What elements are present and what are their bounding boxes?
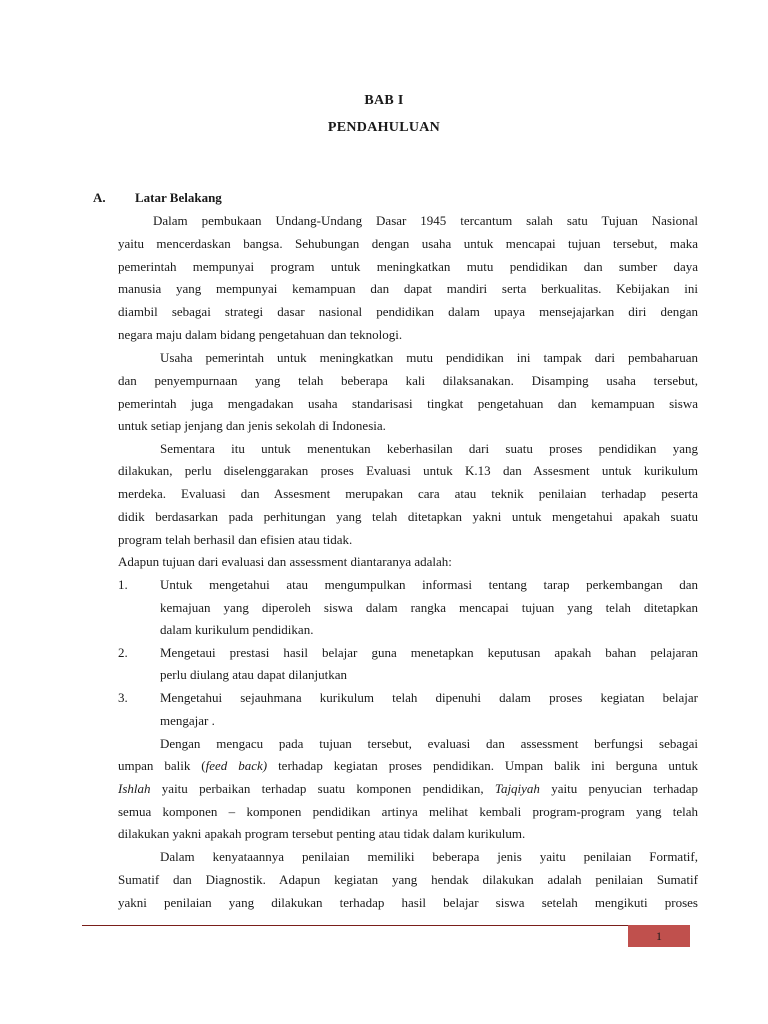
- para1-line: manusia yang mempunyai kemampuan dan dapat mandiri serta berkualitas. Kebijakan ini: [118, 281, 698, 296]
- list-item-number: 2.: [118, 645, 128, 660]
- list-item-line: mengajar .: [160, 713, 215, 728]
- chapter-heading: BAB I: [364, 93, 404, 108]
- para3-line: program telah berhasil dan efisien atau tidak.: [118, 532, 353, 547]
- para1-line: Dalam pembukaan Undang-Undang Dasar 1945 tercantum salah satu Tujuan Nasional: [153, 213, 698, 228]
- para2-line: Usaha pemerintah untuk meningkatkan mutu pendidikan ini tampak dari pembaharuan: [160, 350, 698, 365]
- para1-line: diambil sebagai strategi dasar nasional pendidikan dalam upaya mensejajarkan diri dengan: [118, 304, 698, 319]
- page-number-box: [628, 925, 690, 947]
- para4-line: dilakukan yakni apakah program tersebut penting atau tidak dalam kurikulum.: [118, 826, 526, 841]
- list-item-line: Untuk mengetahui atau mengumpulkan informasi tentang tarap perkembangan dan: [160, 577, 698, 592]
- section-title: Latar Belakang: [135, 190, 222, 205]
- para2-line: dan penyempurnaan yang telah beberapa kali dilaksanakan. Disamping usaha tersebut,: [118, 373, 698, 388]
- para3-line: dilakukan, perlu diselenggarakan proses Evaluasi untuk K.13 dan Assesment untuk kurikulum: [118, 463, 698, 478]
- list-item-line: Mengetahui sejauhmana kurikulum telah dipenuhi dalam proses kegiatan belajar: [160, 690, 698, 705]
- para5-line: Sumatif dan Diagnostik. Adapun kegiatan yang hendak dilakukan adalah penilaian Sumatif: [118, 872, 698, 887]
- list-item-line: perlu diulang atau dapat dilanjutkan: [160, 667, 347, 682]
- para5-line: Dalam kenyataannya penilaian memiliki beberapa jenis yaitu penilaian Formatif,: [160, 849, 698, 864]
- para1-line: yaitu mencerdaskan bangsa. Sehubungan dengan usaha untuk mencapai tujuan tersebut, maka: [118, 236, 698, 251]
- para1-line: negara maju dalam bidang pengetahuan dan teknologi.: [118, 327, 403, 342]
- section-number: A.: [93, 190, 106, 205]
- para3-line: didik berdasarkan pada perhitungan yang telah ditetapkan yakni untuk mengetahui apakah suatu: [118, 509, 698, 524]
- para4-line: umpan balik (feed back) terhadap kegiatan proses pendidikan. Umpan balik ini berguna untuk: [118, 758, 698, 773]
- page-number: 1: [656, 928, 662, 943]
- para1-line: pemerintah mempunyai program untuk meningkatkan mutu pendidikan dan sumber daya: [118, 259, 698, 274]
- para2-line: pemerintah juga mengadakan usaha standarisasi tingkat pengetahuan dan kemampuan siswa: [118, 396, 698, 411]
- list-item-line: kemajuan yang diperoleh siswa dalam rangka mencapai tujuan yang telah ditetapkan: [160, 600, 698, 615]
- para4-line: Ishlah yaitu perbaikan terhadap suatu komponen pendidikan, Tajqiyah yaitu penyucian terhadap: [118, 781, 698, 796]
- footer-rule: [82, 925, 690, 926]
- list-intro: Adapun tujuan dari evaluasi dan assessment diantaranya adalah:: [118, 554, 452, 569]
- tajqiyah-term: Tajqiyah: [494, 781, 540, 796]
- list-item-number: 1.: [118, 577, 128, 592]
- para3-line: Sementara itu untuk menentukan keberhasilan dari suatu proses pendidikan yang: [160, 441, 698, 456]
- list-item-line: Mengetaui prestasi hasil belajar guna menetapkan keputusan apakah bahan pelajaran: [160, 645, 698, 660]
- list-item-line: dalam kurikulum pendidikan.: [160, 622, 314, 637]
- para2-line: untuk setiap jenjang dan jenis sekolah di Indonesia.: [118, 418, 386, 433]
- para5-line: yakni penilaian yang dilakukan terhadap hasil belajar siswa setelah mengikuti proses: [118, 895, 698, 910]
- list-item-number: 3.: [118, 690, 128, 705]
- feedback-term: feed back): [205, 758, 268, 773]
- para4-line: semua komponen – komponen pendidikan artinya melihat kembali program-program yang telah: [118, 804, 698, 819]
- para4-line: Dengan mengacu pada tujuan tersebut, evaluasi dan assessment berfungsi sebagai: [160, 736, 698, 751]
- ishlah-term: Ishlah: [118, 781, 151, 796]
- chapter-title: PENDAHULUAN: [327, 120, 441, 135]
- para3-line: merdeka. Evaluasi dan Assesment merupakan cara atau teknik penilaian terhadap peserta: [118, 486, 698, 501]
